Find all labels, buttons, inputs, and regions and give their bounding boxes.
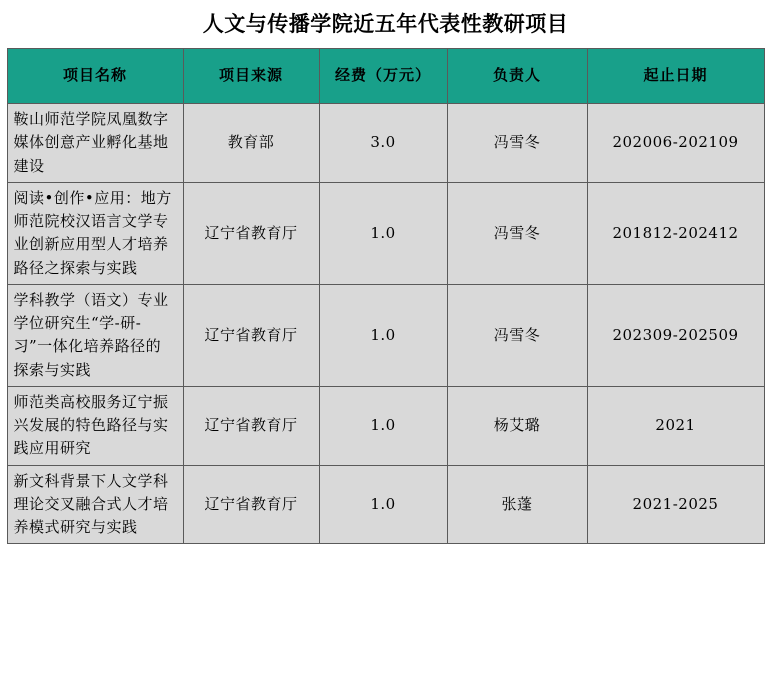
cell-funding: 1.0 — [319, 182, 447, 284]
cell-project-source: 辽宁省教育厅 — [183, 284, 319, 386]
cell-project-source: 辽宁省教育厅 — [183, 182, 319, 284]
cell-leader: 冯雪冬 — [447, 182, 587, 284]
table-row — [7, 465, 764, 544]
column-header-project-source: 项目来源 — [183, 49, 319, 104]
cell-project-name: 阅读•创作•应用：地方师范院校汉语言文学专业创新应用型人才培养路径之探索与实践 — [7, 182, 183, 284]
table-row — [7, 182, 764, 284]
cell-funding: 1.0 — [319, 386, 447, 465]
table-header-row — [7, 49, 764, 104]
column-header-leader: 负责人 — [447, 49, 587, 104]
cell-project-source: 教育部 — [183, 104, 319, 183]
teaching-research-projects-table — [7, 48, 765, 544]
column-header-funding: 经费（万元） — [319, 49, 447, 104]
table-row — [7, 104, 764, 183]
cell-project-name: 新文科背景下人文学科理论交叉融合式人才培养模式研究与实践 — [7, 465, 183, 544]
cell-dates: 202006-202109 — [587, 104, 764, 183]
cell-project-name: 鞍山师范学院凤凰数字媒体创意产业孵化基地建设 — [7, 104, 183, 183]
cell-project-source: 辽宁省教育厅 — [183, 386, 319, 465]
cell-leader: 杨艾璐 — [447, 386, 587, 465]
table-header — [7, 49, 764, 104]
column-header-dates: 起止日期 — [587, 49, 764, 104]
table-body — [7, 104, 764, 544]
cell-project-name: 学科教学（语文）专业学位研究生“学-研-习”一体化培养路径的探索与实践 — [7, 284, 183, 386]
column-header-project-name: 项目名称 — [7, 49, 183, 104]
cell-funding: 3.0 — [319, 104, 447, 183]
page-title: 人文与传播学院近五年代表性教研项目 — [202, 11, 569, 36]
cell-leader: 冯雪冬 — [447, 284, 587, 386]
cell-dates: 202309-202509 — [587, 284, 764, 386]
cell-dates: 2021 — [587, 386, 764, 465]
cell-leader: 张蓬 — [447, 465, 587, 544]
cell-funding: 1.0 — [319, 284, 447, 386]
cell-dates: 201812-202412 — [587, 182, 764, 284]
table-row — [7, 284, 764, 386]
cell-leader: 冯雪冬 — [447, 104, 587, 183]
cell-project-source: 辽宁省教育厅 — [183, 465, 319, 544]
cell-dates: 2021-2025 — [587, 465, 764, 544]
table-row — [7, 386, 764, 465]
cell-project-name: 师范类高校服务辽宁振兴发展的特色路径与实践应用研究 — [7, 386, 183, 465]
cell-funding: 1.0 — [319, 465, 447, 544]
